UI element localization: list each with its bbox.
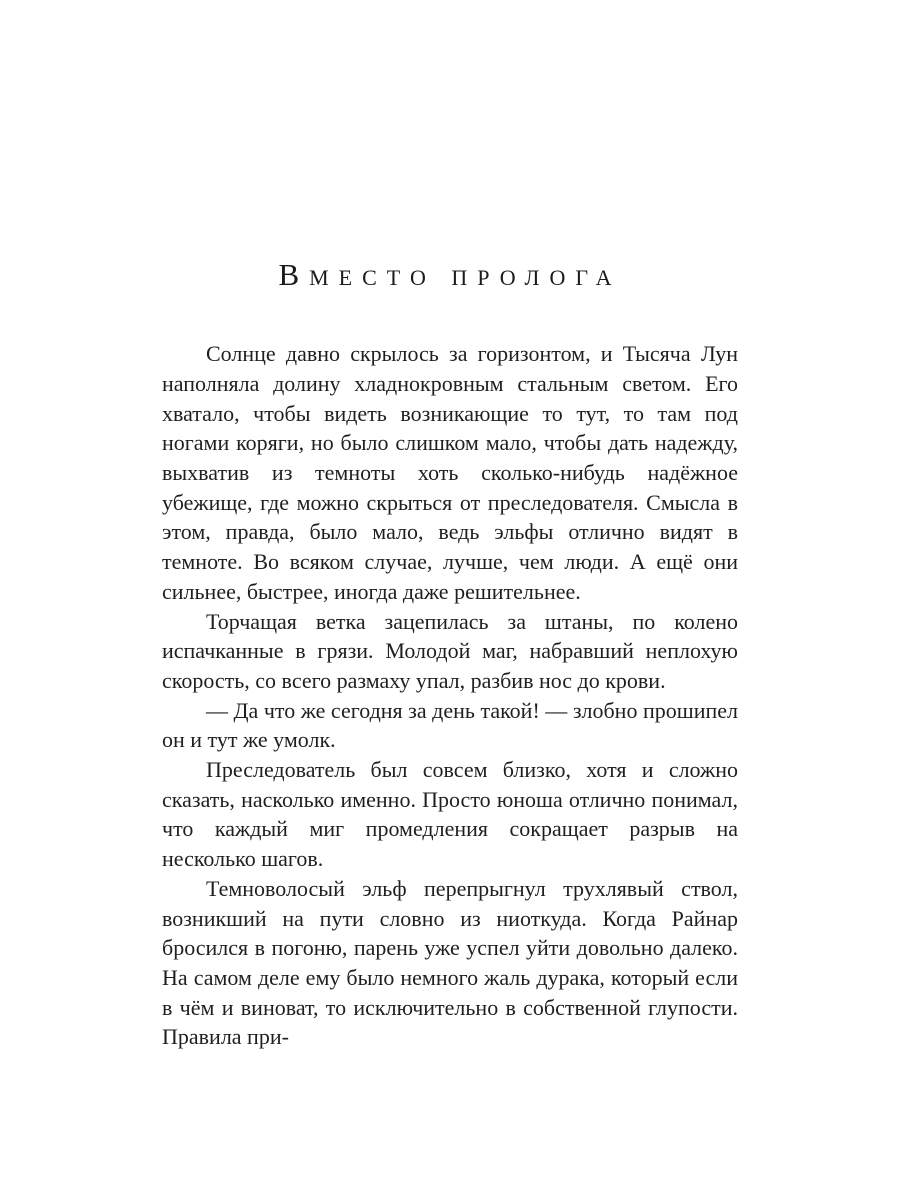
page-content: [162, 256, 738, 1052]
paragraph: Преследователь был совсем близко, хотя и сложно сказать, насколько именно. Просто юноша отлично понимал, что каждый миг промедления сокращает разрыв на несколько шагов.: [162, 757, 738, 872]
chapter-body: [162, 339, 738, 1052]
paragraph: Солнце давно скрылось за горизонтом, и Тысяча Лун наполняла долину хладнокровным стальным светом. Его хватало, чтобы видеть возникающие то тут, то там под ногами коряги, но было слишком мало, чтобы дать надежду, выхватив из темноты хоть сколько-нибудь надёжное убежище, где можно скрыться от преследователя. Смысла в этом, правда, было мало, ведь эльфы отлично видят в темноте. Во всяком случае, лучше, чем люди. А ещё они сильнее, быстрее, иногда даже решительнее.: [162, 341, 738, 604]
chapter-title: ВМЕСТО ПРОЛОГА: [278, 257, 622, 292]
paragraph: Темноволосый эльф перепрыгнул трухлявый ствол, возникший на пути словно из ниоткуда. Когда Райнар бросился в погоню, парень уже успел уйти довольно далеко. На самом деле ему было немного жаль дурака, который если в чём и виноват, то исключительно в собственной глупости. Правила при-: [162, 875, 738, 1050]
paragraph: Торчащая ветка зацепилась за штаны, по колено испачканные в грязи. Молодой маг, набравший неплохую скорость, со всего размаху упал, разбив нос до крови.: [162, 608, 738, 693]
paragraph: — Да что же сегодня за день такой! — злобно прошипел он и тут же умолк.: [162, 697, 738, 753]
